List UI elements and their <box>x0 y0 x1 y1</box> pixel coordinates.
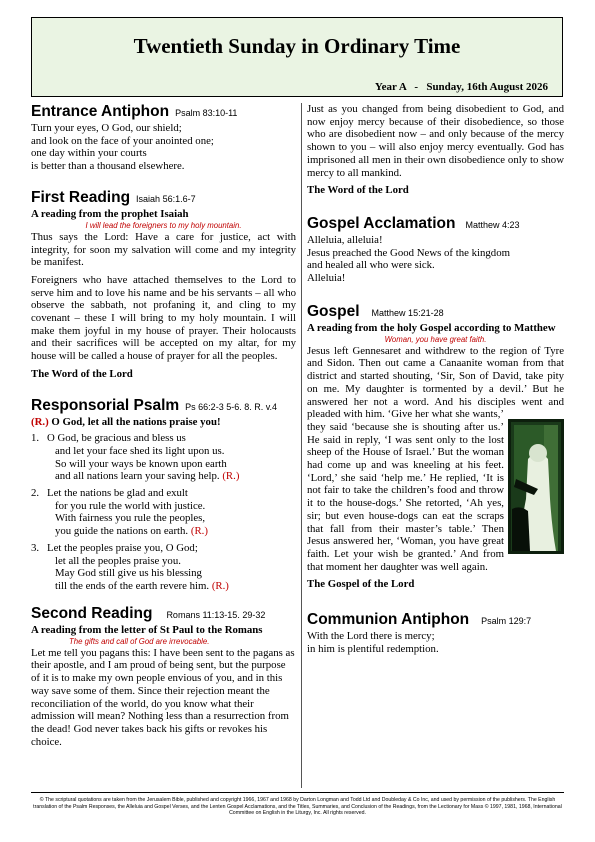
gospel-ref: Matthew 15:21-28 <box>371 307 444 318</box>
gospel-ending: The Gospel of the Lord <box>307 578 415 591</box>
response-text: O God, let all the nations praise you! <box>51 415 221 428</box>
acclamation-heading <box>307 215 564 234</box>
right-column <box>307 103 564 656</box>
first-reading-paragraph: Thus says the Lord: Have a care for justice, act with integrity, for soon my salvation will come and my integrity be manifest. <box>31 230 296 269</box>
stanza-line-text: you guide the nations on earth. <box>55 525 189 538</box>
communion-ref: Psalm 129:7 <box>481 616 532 627</box>
gospel-text: Jesus left Gennesaret and withdrew to the region of Tyre and Sidon. Then out came a Canaanite woman from that district and started shouting, ‘Sir, Son of David, take pity on me. My daughter is tormented by a devil.’ But he answered her not a word. And his disciples went and pleaded with him. ‘Give her what she wants,’ they said ‘because she is shouting after us.’ He said in reply, ‘I was sent only to the lost sheep of the House of Israel.’ But the woman had come up and was kneeling at his feet. ‘Lord,’ she said ‘help me.’ He replied, ‘It is not fair to take the children’s food and throw it to the house-dogs.’ She retorted, ‘Ah yes, sir; but even house-dogs can eat the scraps that fall from their master’s table.’ Then Jesus answered her, ‘Woman, you have great faith. Let your wish be granted.’ And from that moment her daughter was well again. <box>307 344 564 573</box>
stanza-line: for you rule the world with justice. <box>55 499 206 512</box>
second-reading-quote: The gifts and call of God are irrevocable. <box>69 636 210 646</box>
psalm-stanza <box>31 542 296 593</box>
column-divider <box>301 103 302 788</box>
stanza-line <box>47 580 296 593</box>
communion-heading-text: Communion Antiphon <box>307 611 470 629</box>
stanza-line: Let the peoples praise you, O God; <box>47 541 198 554</box>
first-reading-ending: The Word of the Lord <box>31 367 133 380</box>
copyright-footer: © The scriptural quotations are taken from the Jerusalem Bible, published and copyright 1966, 1967 and 1968 by Darton Longman and Todd Ltd and Doubleday & Co Inc, and used by permission of the publishers. The English translation of the Psalm Responses, the Alleluia and Gospel Verses, and the Lenten Gospel Acclamations, and the Titles, Summaries, and Conclusion of the Readings, from the Lectionary for Mass © 1997, 1981, 1968, International Committee on English in the Liturgy, Inc. All rights reserved. <box>31 792 564 817</box>
second-reading-text: Let me tell you pagans this: I have been sent to the pagans as their apostle, and I am proud of being sent, but the purpose of it is to make my own people envious of you, and in this way save some of them. Since their rejection meant the reconciliation of the world, do you know what their admission will mean? Nothing less than a resurrection from the dead! God never takes back his gifts or revokes his choice. <box>31 646 295 748</box>
communion-heading <box>307 611 564 630</box>
entrance-line: one day within your courts <box>31 147 147 160</box>
title-banner <box>31 17 563 97</box>
acclamation-heading-text: Gospel Acclamation <box>307 214 456 232</box>
first-reading-quote: I will lead the foreigners to my holy mountain. <box>85 220 242 230</box>
psalm-response <box>31 416 296 429</box>
first-reading <box>31 189 296 381</box>
stanza-line <box>47 470 296 483</box>
stanza-number: 1. <box>31 432 40 445</box>
second-reading-heading-text: Second Reading <box>31 604 153 622</box>
communion-line: in him is plentiful redemption. <box>307 642 439 655</box>
entrance-line: is better than a thousand elsewhere. <box>31 160 185 173</box>
acclamation-line: Jesus preached the Good News of the kingdom <box>307 246 510 259</box>
communion-antiphon <box>307 611 564 655</box>
acclamation-line: Alleluia! <box>307 272 346 285</box>
psalm-heading-text: Responsorial Psalm <box>31 396 180 414</box>
gospel <box>307 303 564 591</box>
acclamation-line: Alleluia, alleluia! <box>307 233 383 246</box>
stanza-response: (R.) <box>190 525 208 538</box>
psalm-stanza <box>31 432 296 483</box>
gospel-quote: Woman, you have great faith. <box>384 334 487 344</box>
acclamation-ref: Matthew 4:23 <box>465 219 520 230</box>
stanza-line: O God, be gracious and bless us <box>47 432 186 445</box>
responsorial-psalm <box>31 397 296 593</box>
stanza-line: May God still give us his blessing <box>55 567 202 580</box>
first-reading-subtitle: A reading from the prophet Isaiah <box>31 207 189 220</box>
entrance-antiphon <box>31 103 296 173</box>
response-marker: (R.) <box>31 415 49 428</box>
woman-kneeling-image <box>508 419 564 554</box>
stanza-number: 2. <box>31 487 40 500</box>
stanza-response: (R.) <box>211 579 229 592</box>
psalm-stanza <box>31 487 296 538</box>
left-column <box>31 103 296 748</box>
first-reading-heading <box>31 189 296 208</box>
stanza-line: and let your face shed its light upon us. <box>55 444 225 457</box>
gospel-acclamation <box>307 215 564 285</box>
stanza-response: (R.) <box>222 470 240 483</box>
entrance-heading <box>31 103 296 122</box>
stanza-line: Let the nations be glad and exult <box>47 487 188 500</box>
second-reading-heading <box>31 605 296 624</box>
stanza-line: So will your ways be known upon earth <box>55 457 227 470</box>
stanza-line-text: till the ends of the earth revere him. <box>55 579 210 592</box>
gospel-heading-text: Gospel <box>307 302 360 320</box>
first-reading-heading-text: First Reading <box>31 188 131 206</box>
second-reading-ending: The Word of the Lord <box>307 184 409 197</box>
stanza-number: 3. <box>31 541 40 554</box>
second-reading-subtitle: A reading from the letter of St Paul to the Romans <box>31 623 263 636</box>
second-reading <box>31 605 296 749</box>
stanza-line: With fairness you rule the peoples, <box>55 512 206 525</box>
psalm-heading <box>31 397 296 416</box>
date-line: Year A - Sunday, 16th August 2026 <box>374 81 548 93</box>
page-title: Twentieth Sunday in Ordinary Time <box>133 34 461 58</box>
gospel-body <box>307 345 564 574</box>
second-reading-continued: Just as you changed from being disobedient to God, and now enjoy mercy because of their disobedience, so those who are disobedient now – and only because of the mercy shown to you – will also enjoy mercy eventually. God has imprisoned all men in their own disobedience only to show mercy to all mankind. <box>307 103 564 179</box>
first-reading-paragraph: Foreigners who have attached themselves to the Lord to serve him and to love his name and be his servants – all who observe the sabbath, not profaning it, and cling to my covenant – these I will bring to my holy mountain. I will make them joyful in my house of prayer. Their holocausts and their sacrifices will be accepted on my altar, for my house will be called a house of prayer for all the peoples. <box>31 273 296 363</box>
stanza-line <box>47 525 296 538</box>
gospel-subtitle: A reading from the holy Gospel according to Matthew <box>307 321 556 334</box>
gospel-heading <box>307 303 564 322</box>
entrance-ref: Psalm 83:10-11 <box>175 108 238 118</box>
stanza-line: let all the peoples praise you. <box>55 554 181 567</box>
entrance-line: and look on the face of your anointed one; <box>31 134 214 147</box>
entrance-line: Turn your eyes, O God, our shield; <box>31 122 182 134</box>
entrance-heading-text: Entrance Antiphon <box>31 103 170 120</box>
stanza-line-text: and all nations learn your saving help. <box>55 470 220 483</box>
second-reading-ref: Romans 11:13-15. 29-32 <box>166 609 266 620</box>
communion-line: With the Lord there is mercy; <box>307 630 435 643</box>
psalm-ref: Ps 66:2-3 5-6. 8. R. v.4 <box>185 401 278 412</box>
first-reading-ref: Isaiah 56:1.6-7 <box>136 193 196 204</box>
acclamation-line: and healed all who were sick. <box>307 259 435 272</box>
